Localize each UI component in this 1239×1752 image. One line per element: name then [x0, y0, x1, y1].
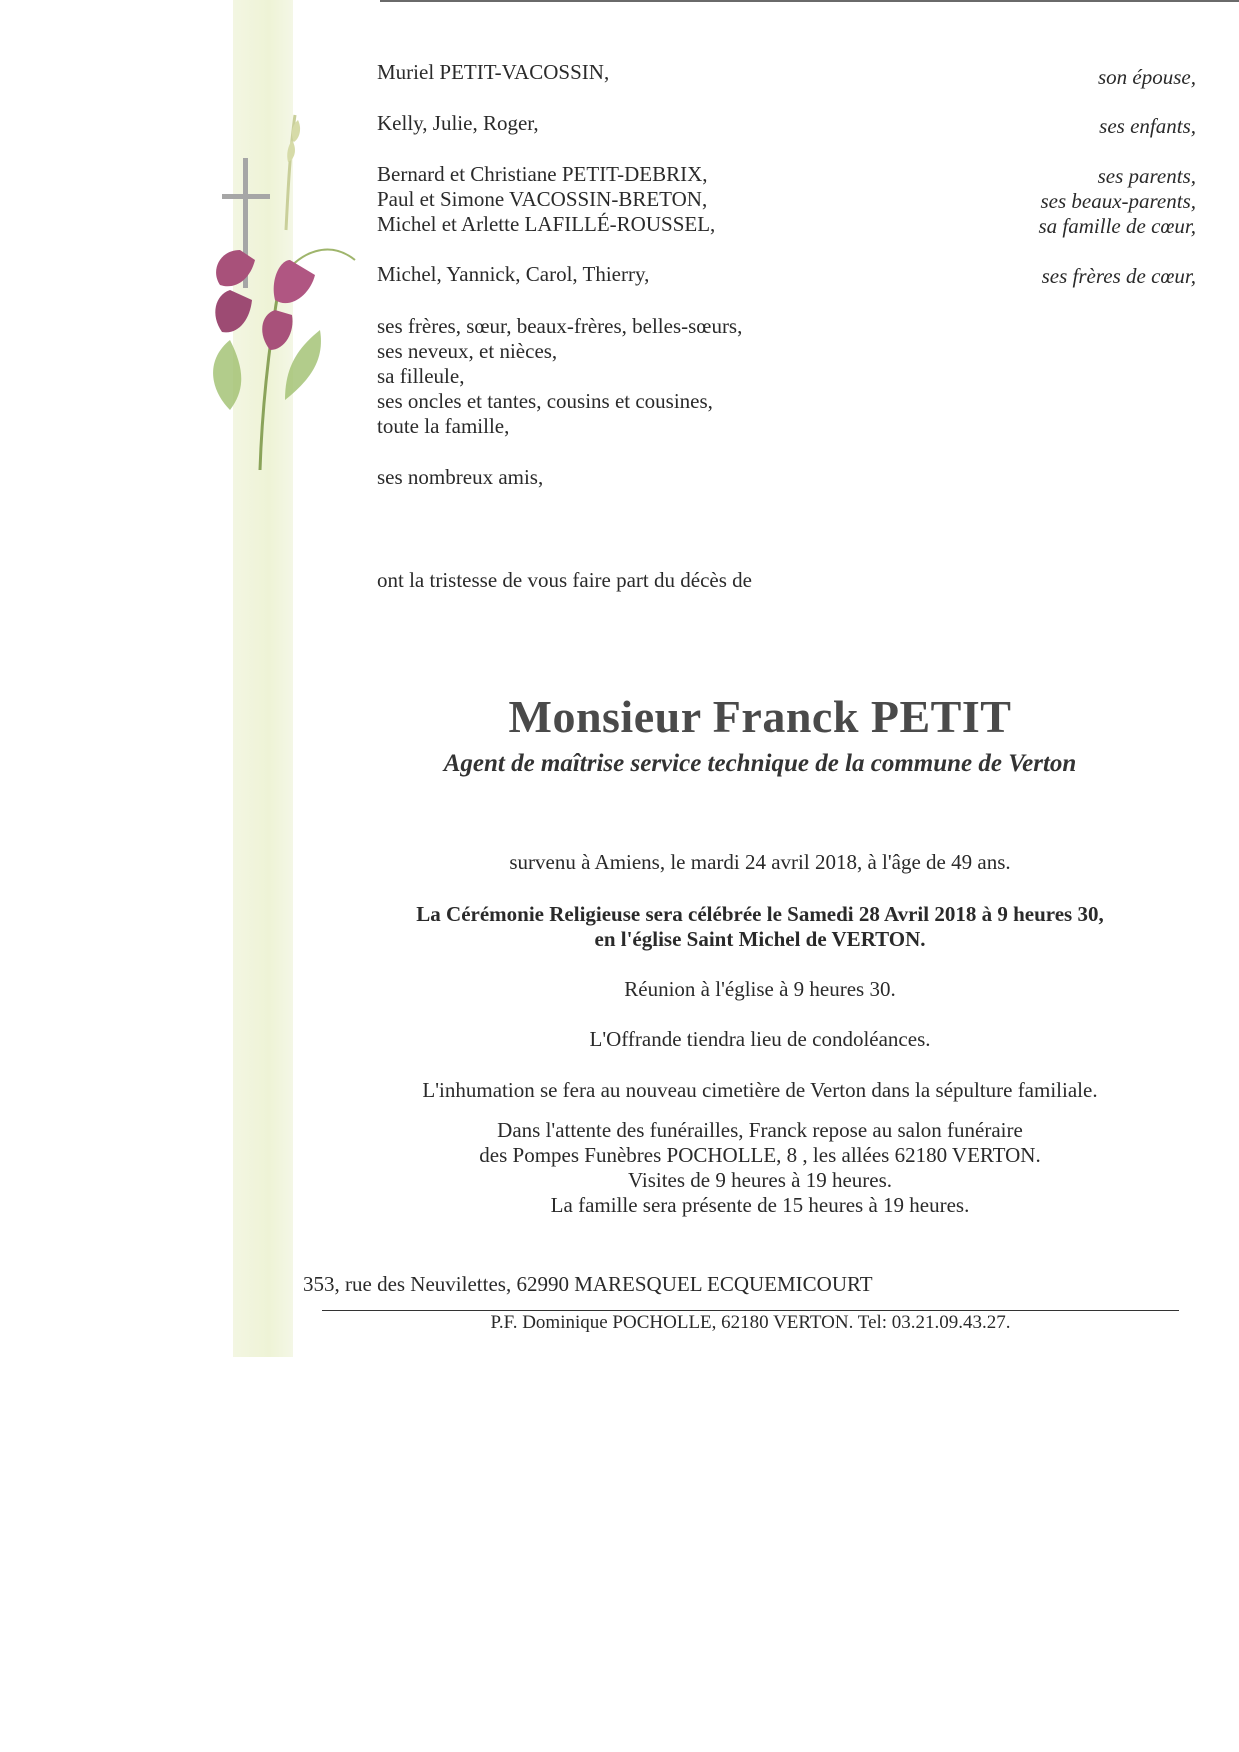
family-children-names: Kelly, Julie, Roger, [377, 111, 539, 135]
salon-line-2: des Pompes Funèbres POCHOLLE, 8 , les allées 62180 VERTON. [479, 1143, 1041, 1167]
relation-heart-brothers: ses frères de cœur, [1041, 264, 1196, 288]
reunion-info: Réunion à l'église à 9 heures 30. [624, 977, 896, 1001]
relation-heart-family: sa famille de cœur, [1038, 214, 1196, 238]
offrande-info: L'Offrande tiendra lieu de condoléances. [589, 1027, 931, 1051]
deceased-title: Agent de maîtrise service technique de la commune de Verton [443, 750, 1077, 777]
inhumation-info: L'inhumation se fera au nouveau cimetière de Verton dans la sépulture familiale. [422, 1078, 1098, 1102]
family-friends: ses nombreux amis, [377, 465, 544, 489]
family-parents-names: Bernard et Christiane PETIT-DEBRIX, [377, 162, 708, 186]
salon-line-1: Dans l'attente des funérailles, Franck repose au salon funéraire [497, 1118, 1023, 1142]
family-spouse-name: Muriel PETIT-VACOSSIN, [377, 60, 610, 84]
salon-line-3: Visites de 9 heures à 19 heures. [627, 1168, 893, 1192]
relation-children: ses enfants, [1099, 114, 1196, 138]
family-siblings: ses frères, sœur, beaux-frères, belles-sœurs, [377, 314, 743, 338]
footer-divider [322, 1310, 1179, 1311]
announcement-text: ont la tristesse de vous faire part du décès de [377, 568, 752, 592]
family-address: 353, rue des Neuvilettes, 62990 MARESQUEL ECQUEMICOURT [303, 1272, 873, 1296]
family-uncles-cousins: ses oncles et tantes, cousins et cousines, [377, 389, 713, 413]
salon-line-4: La famille sera présente de 15 heures à 19 heures. [550, 1193, 970, 1217]
family-heart-brothers-names: Michel, Yannick, Carol, Thierry, [377, 262, 650, 286]
family-goddaughter: sa filleule, [377, 364, 465, 388]
funeral-home-info: P.F. Dominique POCHOLLE, 62180 VERTON. Tel: 03.21.09.43.27. [490, 1312, 1011, 1333]
family-whole-family: toute la famille, [377, 414, 510, 438]
deceased-name: Monsieur Franck PETIT [508, 691, 1012, 742]
ceremony-line-1: La Cérémonie Religieuse sera célébrée le Samedi 28 Avril 2018 à 9 heures 30, [416, 902, 1104, 926]
family-heart-family-names: Michel et Arlette LAFILLÉ-ROUSSEL, [377, 212, 716, 236]
lily-cross-illustration [190, 110, 370, 480]
death-notice: survenu à Amiens, le mardi 24 avril 2018, à l'âge de 49 ans. [509, 850, 1011, 874]
relation-parents: ses parents, [1097, 164, 1196, 188]
family-nephews: ses neveux, et nièces, [377, 339, 558, 363]
relation-spouse: son épouse, [1098, 65, 1196, 89]
relation-parents-in-law: ses beaux-parents, [1040, 189, 1196, 213]
top-edge-rule [380, 0, 1239, 2]
ceremony-line-2: en l'église Saint Michel de VERTON. [594, 927, 926, 951]
family-parents-in-law-names: Paul et Simone VACOSSIN-BRETON, [377, 187, 708, 211]
